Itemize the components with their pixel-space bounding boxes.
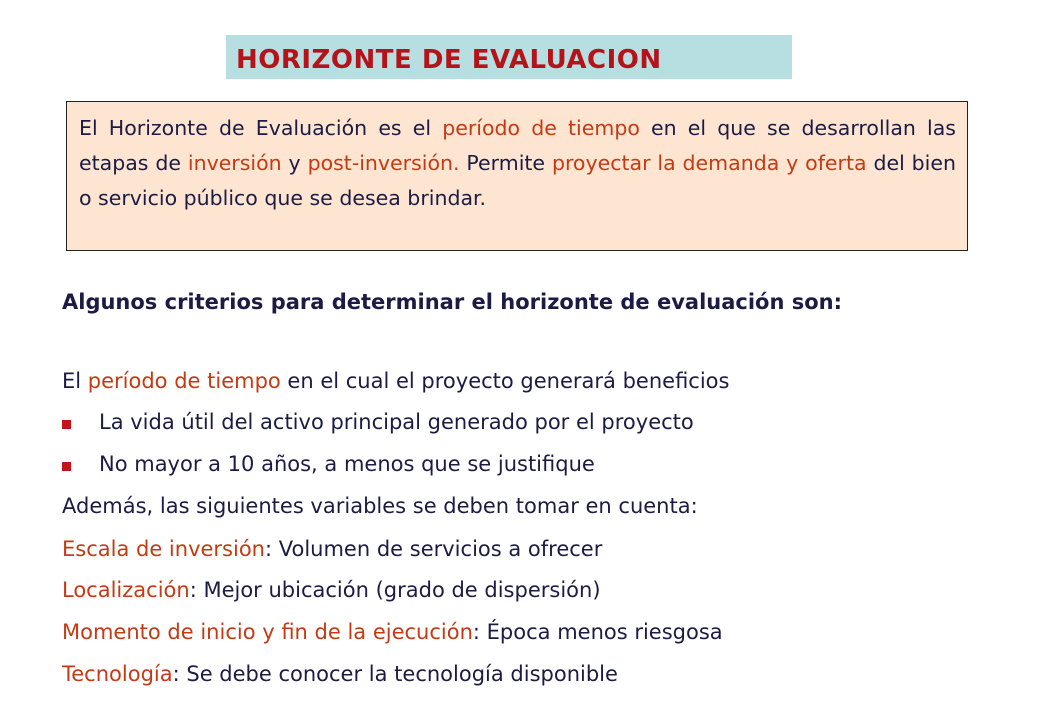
variable-item: [62, 659, 618, 689]
bullet-square-icon: [62, 420, 71, 429]
page-title: HORIZONTE DE EVALUACION: [236, 45, 662, 75]
bullet-item: No mayor a 10 años, a menos que se justifique: [99, 452, 595, 476]
definition-highlight: post-inversión.: [307, 151, 460, 175]
bullet-item: La vida útil del activo principal generado por el proyecto: [99, 410, 694, 434]
variable-term: Localización: [62, 578, 190, 602]
variable-desc: : Volumen de servicios a ofrecer: [265, 537, 603, 561]
bullet-square-icon: [62, 462, 71, 471]
variable-item: [62, 575, 601, 605]
criteria-intro: [62, 366, 729, 396]
variable-desc: : Mejor ubicación (grado de dispersión): [189, 578, 601, 602]
definition-highlight: proyectar la demanda y oferta: [551, 151, 867, 175]
criteria-intro-highlight: período de tiempo: [87, 369, 281, 393]
variable-term: Momento de inicio y fin de la ejecución: [62, 620, 473, 644]
variable-term: Tecnología: [62, 662, 173, 686]
definition-text: del bien o servicio público que se desea brindar.: [79, 151, 956, 210]
criteria-intro-text: en el cual el proyecto generará beneficios: [280, 369, 730, 393]
definition-box: [66, 101, 968, 251]
variable-item: [62, 617, 723, 647]
definition-highlight: inversión: [187, 151, 282, 175]
criteria-intro-text: El: [62, 369, 88, 393]
definition-text: en el que se desarrollan las etapas de: [79, 116, 956, 175]
variables-intro: Además, las siguientes variables se deben tomar en cuenta:: [62, 494, 698, 518]
variable-desc: : Época menos riesgosa: [472, 620, 723, 644]
variable-term: Escala de inversión: [62, 537, 265, 561]
variable-desc: : Se debe conocer la tecnología disponible: [172, 662, 618, 686]
variable-item: [62, 534, 602, 564]
definition-text: Permite: [459, 151, 552, 175]
definition-text: El Horizonte de Evaluación es el: [79, 116, 443, 140]
criteria-heading: Algunos criterios para determinar el horizonte de evaluación son:: [62, 290, 843, 314]
definition-highlight: período de tiempo: [442, 116, 640, 140]
definition-text: y: [281, 151, 308, 175]
